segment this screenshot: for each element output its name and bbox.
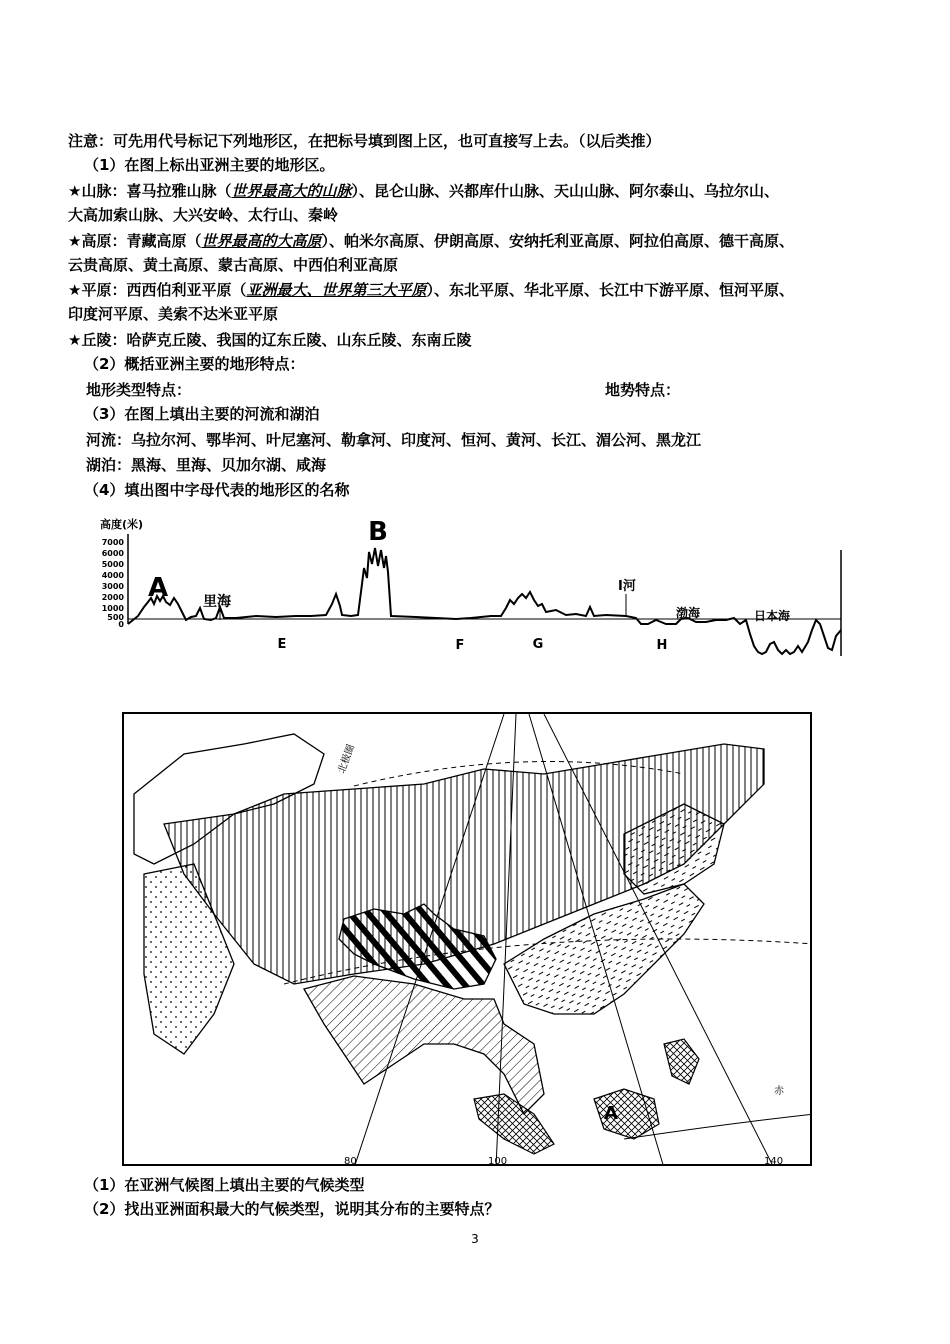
terrain-profile-line (128, 548, 841, 654)
terrain-profile-figure (96, 512, 856, 662)
question-4: （4）填出图中字母代表的地形区的名称 (84, 481, 350, 499)
profile-label-a: A (147, 573, 169, 603)
plateaus-line-2: 云贵高原、黄土高原、蒙古高原、中西伯利亚高原 (68, 256, 399, 274)
ytick-5000: 5000 (101, 560, 124, 569)
ytick-3000: 3000 (101, 582, 124, 591)
south-asia-monsoon (304, 976, 544, 1114)
climate-map-svg (124, 714, 812, 1166)
ytick-4000: 4000 (101, 571, 124, 580)
profile-letter-f: F (455, 638, 465, 653)
rivers-line: 河流：乌拉尔河、鄂毕河、叶尼塞河、勒拿河、印度河、恒河、黄河、长江、湄公河、黑龙江 (86, 431, 702, 449)
question-1: （1）在图上标出亚洲主要的地形区。 (84, 156, 335, 174)
ytick-500: 500 (107, 613, 124, 622)
profile-label-b: B (368, 517, 388, 547)
plains-line-2: 印度河平原、美索不达米亚平原 (68, 305, 279, 323)
mountains-suffix: ）、昆仑山脉、兴都库什山脉、天山山脉、阿尔泰山、乌拉尔山、 (351, 182, 779, 200)
map-label-a: A (604, 1103, 618, 1124)
profile-letter-e: E (277, 637, 287, 652)
plains-prefix: ★平原：西西伯利亚平原（ (68, 281, 247, 299)
profile-label-river-i: I河 (618, 579, 636, 594)
lakes-line: 湖泊：黑海、里海、贝加尔湖、咸海 (86, 456, 327, 474)
philippines-islands (664, 1039, 699, 1084)
ytick-2000: 2000 (101, 593, 124, 602)
hills-line: ★丘陵：哈萨克丘陵、我国的辽东丘陵、山东丘陵、东南丘陵 (68, 331, 472, 349)
ytick-0: 0 (118, 620, 124, 629)
mountains-line (68, 181, 779, 201)
plateaus-emphasis: 世界最高的大高原 (201, 232, 322, 250)
page-number: 3 (471, 1232, 479, 1246)
ytick-1000: 1000 (101, 604, 124, 613)
profile-label-japan-sea: 日本海 (754, 609, 791, 623)
profile-letter-g: G (532, 637, 544, 652)
map-lon-140: 140 (764, 1156, 784, 1166)
plains-line (68, 280, 794, 300)
ytick-7000: 7000 (101, 538, 124, 547)
map-equator-label: 赤 (774, 1086, 784, 1097)
asia-climate-map (122, 712, 812, 1166)
plateaus-line (68, 231, 794, 251)
terrain-elevation-label: 地势特点： (605, 381, 681, 399)
profile-letter-h: H (656, 638, 668, 653)
terrain-profile-svg (96, 512, 856, 662)
profile-y-label: 高度(米) (100, 518, 144, 531)
map-lon-80: 80 (344, 1156, 357, 1166)
terrain-type-label: 地形类型特点： (86, 381, 192, 399)
map-lon-100: 100 (488, 1156, 508, 1166)
mountains-emphasis: 世界最高大的山脉 (231, 182, 352, 200)
plains-emphasis: 亚洲最大、世界第三大平原 (246, 281, 427, 299)
plateaus-prefix: ★高原：青藏高原（ (68, 232, 202, 250)
question-2: （2）概括亚洲主要的地形特点： (84, 355, 305, 373)
question-3: （3）在图上填出主要的河流和湖泊 (84, 405, 320, 423)
map-arctic-label: 北极圈 (336, 743, 358, 776)
profile-label-bohai: 渤海 (676, 606, 701, 620)
profile-label-caspian: 里海 (203, 594, 231, 610)
sumatra-island (474, 1094, 554, 1154)
mountains-prefix: ★山脉：喜马拉雅山脉（ (68, 182, 232, 200)
mountains-line-2: 大高加索山脉、大兴安岭、太行山、秦岭 (68, 206, 339, 224)
note-text: 注意：可先用代号标记下列地形区，在把标号填到图上区，也可直接写上去。（以后类推） (68, 132, 661, 150)
climate-question-1: （1）在亚洲气候图上填出主要的气候类型 (84, 1176, 365, 1194)
plateaus-suffix: ）、帕米尔高原、伊朗高原、安纳托利亚高原、阿拉伯高原、德干高原、 (321, 232, 794, 250)
ytick-6000: 6000 (101, 549, 124, 558)
climate-question-2: （2）找出亚洲面积最大的气候类型，说明其分布的主要特点？ (84, 1200, 500, 1218)
plains-suffix: ）、东北平原、华北平原、长江中下游平原、恒河平原、 (426, 281, 794, 299)
